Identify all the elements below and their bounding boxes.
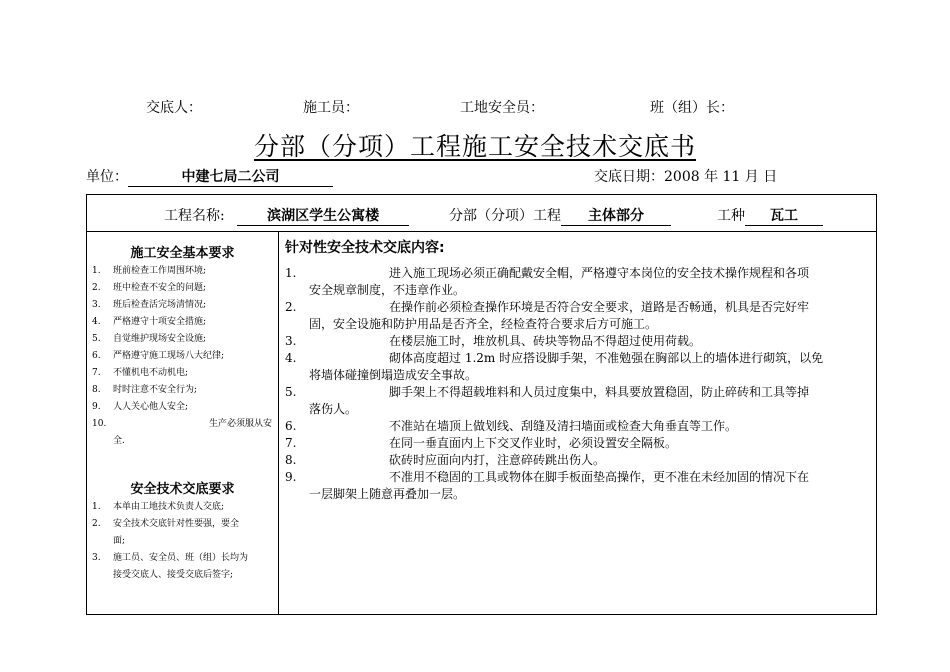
content-item-number: 3.: [285, 334, 297, 348]
briefing-requirements-title: 安全技术交底要求: [130, 482, 235, 497]
briefing-requirements-list: [87, 499, 278, 584]
unit-value: 中建七局二公司: [128, 166, 333, 187]
item-number: 7.: [92, 368, 101, 378]
requirement-item: [87, 314, 278, 331]
content-item-first-line: [285, 265, 871, 282]
content-item-text: 不准用不稳固的工具或物体在脚手板面垫高操作，更不准在未经加固的情况下在: [389, 470, 810, 484]
briefer-label: 交底人：: [146, 100, 202, 116]
item-number: 5.: [92, 334, 101, 344]
team-leader-label: 班（组）长：: [650, 100, 734, 116]
content-item-first-line: [285, 333, 871, 350]
unit-row: [86, 166, 333, 187]
item-line: 全.: [113, 436, 125, 446]
content-title: 针对性安全技术交底内容:: [285, 240, 445, 256]
item-number: 2.: [92, 283, 101, 293]
document-title: 分部（分项）工程施工安全技术交底书: [253, 132, 696, 161]
item-number: 1.: [92, 502, 101, 512]
content-item-first-line: [285, 435, 871, 452]
item-line: 严格遵守施工现场八大纪律;: [113, 351, 225, 361]
project-name-value: 滨湖区学生公寓楼: [237, 205, 409, 226]
item-number: 2.: [92, 519, 101, 529]
item-text: [113, 280, 278, 297]
item-text: [113, 263, 278, 280]
content-item-continuation: 一层脚架上随意再叠加一层。: [309, 487, 466, 501]
content-item-number: 9.: [285, 470, 297, 484]
basic-requirements-list: [87, 263, 278, 450]
content-item: [285, 333, 871, 350]
item-line: 时时注意不安全行为;: [113, 385, 198, 395]
item-line: 生产必须服从安: [208, 419, 272, 429]
requirement-item: [87, 499, 278, 516]
constructor-label: 施工员：: [303, 100, 359, 116]
item-text: [113, 499, 278, 516]
item-text: [113, 399, 278, 416]
date-value: 2008 年 11 月 日: [664, 169, 778, 185]
requirement-item: [87, 382, 278, 399]
item-line: 人人关心他人安全;: [113, 402, 189, 412]
content-item-first-line: [285, 299, 871, 316]
project-name-row: [164, 205, 409, 226]
content-item-first-line: [285, 418, 871, 435]
subproject-value: 主体部分: [561, 205, 671, 226]
requirement-item: [87, 348, 278, 365]
trade-row: [717, 205, 823, 226]
column-divider: [278, 231, 279, 614]
content-item-continuation: 落伤人。: [309, 402, 358, 416]
content-item-first-line: [285, 350, 871, 367]
item-line: 面;: [113, 536, 126, 546]
requirement-item: [87, 416, 278, 450]
requirement-item: [87, 263, 278, 280]
requirement-item: [87, 365, 278, 382]
content-item: [285, 469, 871, 503]
unit-label: 单位：: [86, 169, 128, 185]
date-label: 交底日期：: [594, 169, 664, 185]
content-item: [285, 265, 871, 299]
item-line: 班中检查不安全的问题;: [113, 283, 207, 293]
item-text: [113, 416, 278, 450]
content-item-number: 6.: [285, 419, 297, 433]
trade-label: 工种: [717, 208, 745, 224]
item-number: 4.: [92, 317, 101, 327]
date-row: [594, 166, 777, 186]
item-line: 自觉维护现场安全设施;: [113, 334, 207, 344]
item-number: 1.: [92, 266, 101, 276]
content-item-number: 4.: [285, 351, 297, 365]
left-column: [87, 232, 278, 584]
content-item-text: 脚手架上不得超载堆料和人员过度集中，料具要放置稳固，防止碎砖和工具等掉: [389, 385, 810, 399]
trade-value: 瓦工: [745, 205, 823, 226]
item-text: [113, 550, 278, 584]
item-text: [113, 297, 278, 314]
project-name-label: 工程名称:: [164, 208, 225, 224]
content-item: [285, 350, 871, 384]
content-item-text: 在同一垂直面内上下交叉作业时，必须设置安全隔板。: [389, 436, 678, 450]
item-text: [113, 331, 278, 348]
item-line: 施工员、安全员、班（组）长均为: [113, 553, 249, 563]
content-item: [285, 299, 871, 333]
requirement-item: [87, 550, 278, 584]
requirement-item: [87, 516, 278, 550]
content-item-text: 砌体高度超过 1.2m 时应搭设脚手架，不准勉强在胸部以上的墙体进行砌筑，以免: [389, 351, 824, 365]
content-item-continuation: 将墙体碰撞倒塌造成安全事故。: [309, 368, 478, 382]
content-item-first-line: [285, 452, 871, 469]
content-item-continuation: 安全规章制度，不违章作业。: [309, 283, 466, 297]
item-text: [113, 382, 278, 399]
item-text: [113, 314, 278, 331]
content-item-text: 砍砖时应面向内打，注意碎砖跳出伤人。: [389, 453, 606, 467]
item-line: 不懂机电不动机电;: [113, 368, 189, 378]
item-line: 接受交底人、接受交底后签字;: [113, 570, 234, 580]
item-line: 安全技术交底针对性要强，要全: [113, 519, 240, 529]
briefing-table: [86, 194, 877, 615]
content-item: [285, 418, 871, 435]
content-item-text: 在楼层施工时，堆放机具、砖块等物品不得超过使用荷载。: [389, 334, 702, 348]
content-item-text: 不准站在墙顶上做划线、刮缝及清扫墙面或检查大角垂直等工作。: [389, 419, 738, 433]
requirement-item: [87, 297, 278, 314]
item-line: 班前检查工作周围环境;: [113, 266, 207, 276]
content-item-first-line: [285, 384, 871, 401]
safety-officer-label: 工地安全员：: [460, 100, 544, 116]
right-column: [285, 232, 871, 503]
content-item-number: 7.: [285, 436, 297, 450]
item-line: 班后检查活完场清情况;: [113, 300, 207, 310]
requirement-item: [87, 280, 278, 297]
content-item-text: 在操作前必须检查操作环境是否符合安全要求，道路是否畅通，机具是否完好牢: [389, 300, 810, 314]
content-item-number: 1.: [285, 266, 297, 280]
subproject-label: 分部（分项）工程: [449, 208, 561, 224]
requirement-item: [87, 399, 278, 416]
content-list: [285, 265, 871, 503]
item-number: 10.: [92, 419, 107, 429]
requirement-item: [87, 331, 278, 348]
item-text: [113, 348, 278, 365]
item-text: [113, 516, 278, 550]
content-item-number: 2.: [285, 300, 297, 314]
content-item: [285, 384, 871, 418]
item-number: 9.: [92, 402, 101, 412]
content-item-number: 8.: [285, 453, 297, 467]
item-number: 3.: [92, 553, 101, 563]
content-item-number: 5.: [285, 385, 297, 399]
content-item-first-line: [285, 469, 871, 486]
content-item-continuation: 固，安全设施和防护用品是否齐全，经检查符合要求后方可施工。: [309, 317, 658, 331]
item-line: 严格遵守十项安全措施;: [113, 317, 207, 327]
item-number: 8.: [92, 385, 101, 395]
content-item-text: 进入施工现场必须正确配戴安全帽，严格遵守本岗位的安全技术操作规程和各项: [389, 266, 810, 280]
item-line: 本单由工地技术负责人交底;: [113, 502, 225, 512]
basic-requirements-title: 施工安全基本要求: [130, 246, 235, 261]
item-text: [113, 365, 278, 382]
item-number: 3.: [92, 300, 101, 310]
subproject-row: [449, 205, 671, 226]
content-item: [285, 452, 871, 469]
content-item: [285, 435, 871, 452]
item-number: 6.: [92, 351, 101, 361]
